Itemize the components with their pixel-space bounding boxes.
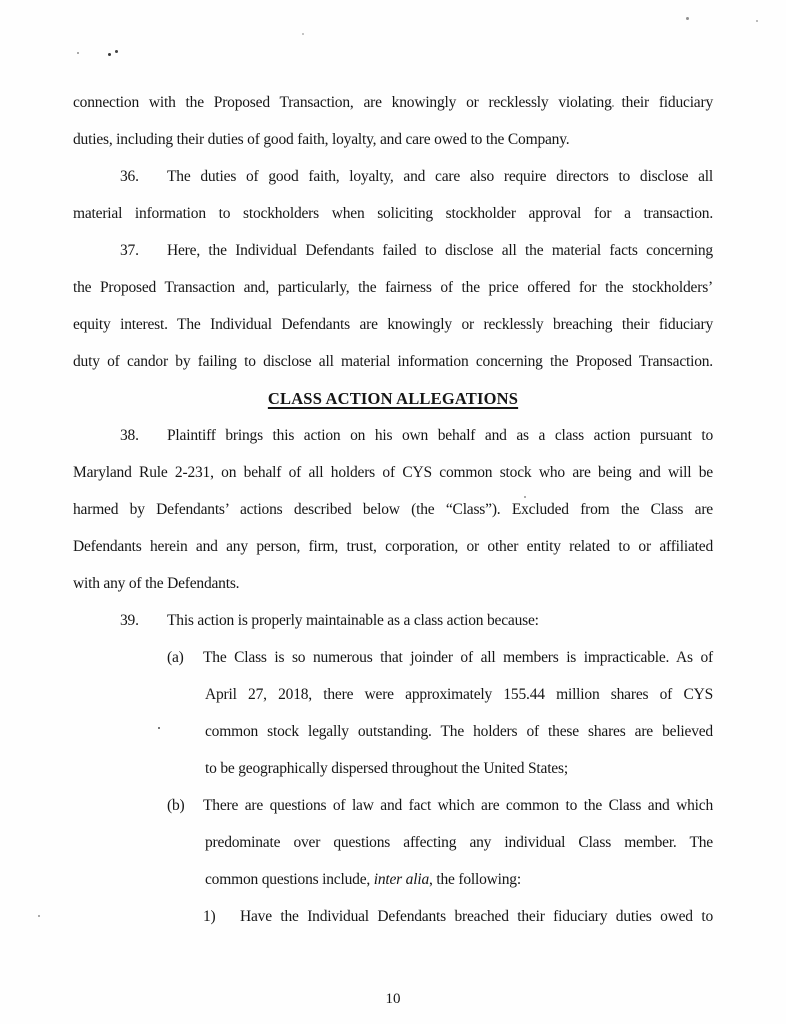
text-line [73, 454, 713, 491]
line-text: common stock legally outstanding. The holders of these shares are believed [205, 723, 713, 740]
line-text: with any of the Defendants. [73, 575, 240, 592]
line-text: duty of candor by failing to disclose all material information concerning the Proposed Transaction. [73, 353, 713, 370]
line-text: Defendants herein and any person, firm, trust, corporation, or other entity related to or affiliated [73, 538, 713, 555]
text-line [205, 824, 713, 861]
line-text: equity interest. The Individual Defendants are knowingly or recklessly breaching their fiduciary [73, 316, 713, 333]
list-item-marker: (b) [167, 797, 185, 814]
section-heading [73, 380, 713, 417]
page-number: 10 [385, 991, 401, 1007]
text-line [73, 491, 713, 528]
line-text: The Class is so numerous that joinder of all members is impracticable. As of [203, 649, 713, 666]
line-text: material information to stockholders when soliciting stockholder approval for a transaction. [73, 205, 713, 222]
list-item-marker: (a) [167, 649, 184, 666]
text-line [73, 565, 713, 602]
scan-speck [38, 915, 40, 917]
line-text: , the following: [429, 871, 521, 888]
section-heading-text: CLASS ACTION ALLEGATIONS [267, 389, 519, 408]
scan-speck [302, 33, 304, 35]
text-line [73, 84, 713, 121]
line-text: connection with the Proposed Transaction, are knowingly or recklessly violating their fiduciary [73, 94, 713, 111]
scan-speck [756, 20, 758, 22]
line-text: duties, including their duties of good faith, loyalty, and care owed to the Company. [73, 131, 570, 148]
scan-speck [77, 52, 79, 54]
line-text: common questions include, [205, 871, 374, 888]
paragraph-37-line [73, 232, 713, 269]
text-line [73, 195, 713, 232]
line-text: to be geographically dispersed throughout the United States; [205, 760, 568, 777]
line-text: April 27, 2018, there were approximately 155.44 million shares of CYS [205, 686, 713, 703]
text-line [205, 713, 713, 750]
paragraph-36-line [73, 158, 713, 195]
text-line [73, 528, 713, 565]
text-line [73, 269, 713, 306]
text-line [205, 676, 713, 713]
paragraph-number: 37. [120, 242, 139, 259]
paragraph-number: 39. [120, 612, 139, 629]
text-line [73, 121, 713, 158]
text-line [73, 306, 713, 343]
line-text: the Proposed Transaction and, particularly, the fairness of the price offered for the stockholders’ [73, 279, 713, 296]
scan-speck [115, 50, 118, 53]
paragraph-number: 36. [120, 168, 139, 185]
text-line [205, 750, 713, 787]
paragraph-number: 38. [120, 427, 139, 444]
text-line [73, 343, 713, 380]
latin-phrase: inter alia [373, 871, 429, 888]
numbered-question-line [203, 898, 713, 935]
line-text: This action is properly maintainable as a class action because: [167, 612, 539, 629]
paragraph-39-line [73, 602, 713, 639]
line-text: There are questions of law and fact which are common to the Class and which [203, 797, 713, 814]
line-text: Maryland Rule 2-231, on behalf of all holders of CYS common stock who are being and will be [73, 464, 713, 481]
scan-speck [686, 17, 689, 20]
line-text: Here, the Individual Defendants failed to disclose all the material facts concerning [167, 242, 713, 259]
document-body [73, 84, 713, 935]
text-line [205, 861, 713, 898]
line-text: predominate over questions affecting any individual Class member. The [205, 834, 713, 851]
scan-speck [108, 53, 111, 56]
list-item-marker: 1) [203, 908, 216, 925]
line-text: The duties of good faith, loyalty, and care also require directors to disclose all [167, 168, 713, 185]
list-item-b-line [167, 787, 713, 824]
line-text: Plaintiff brings this action on his own behalf and as a class action pursuant to [167, 427, 713, 444]
paragraph-38-line [73, 417, 713, 454]
line-text: harmed by Defendants’ actions described below (the “Class”). Excluded from the Class are [73, 501, 713, 518]
line-text: Have the Individual Defendants breached their fiduciary duties owed to [240, 908, 713, 925]
list-item-a-line [167, 639, 713, 676]
